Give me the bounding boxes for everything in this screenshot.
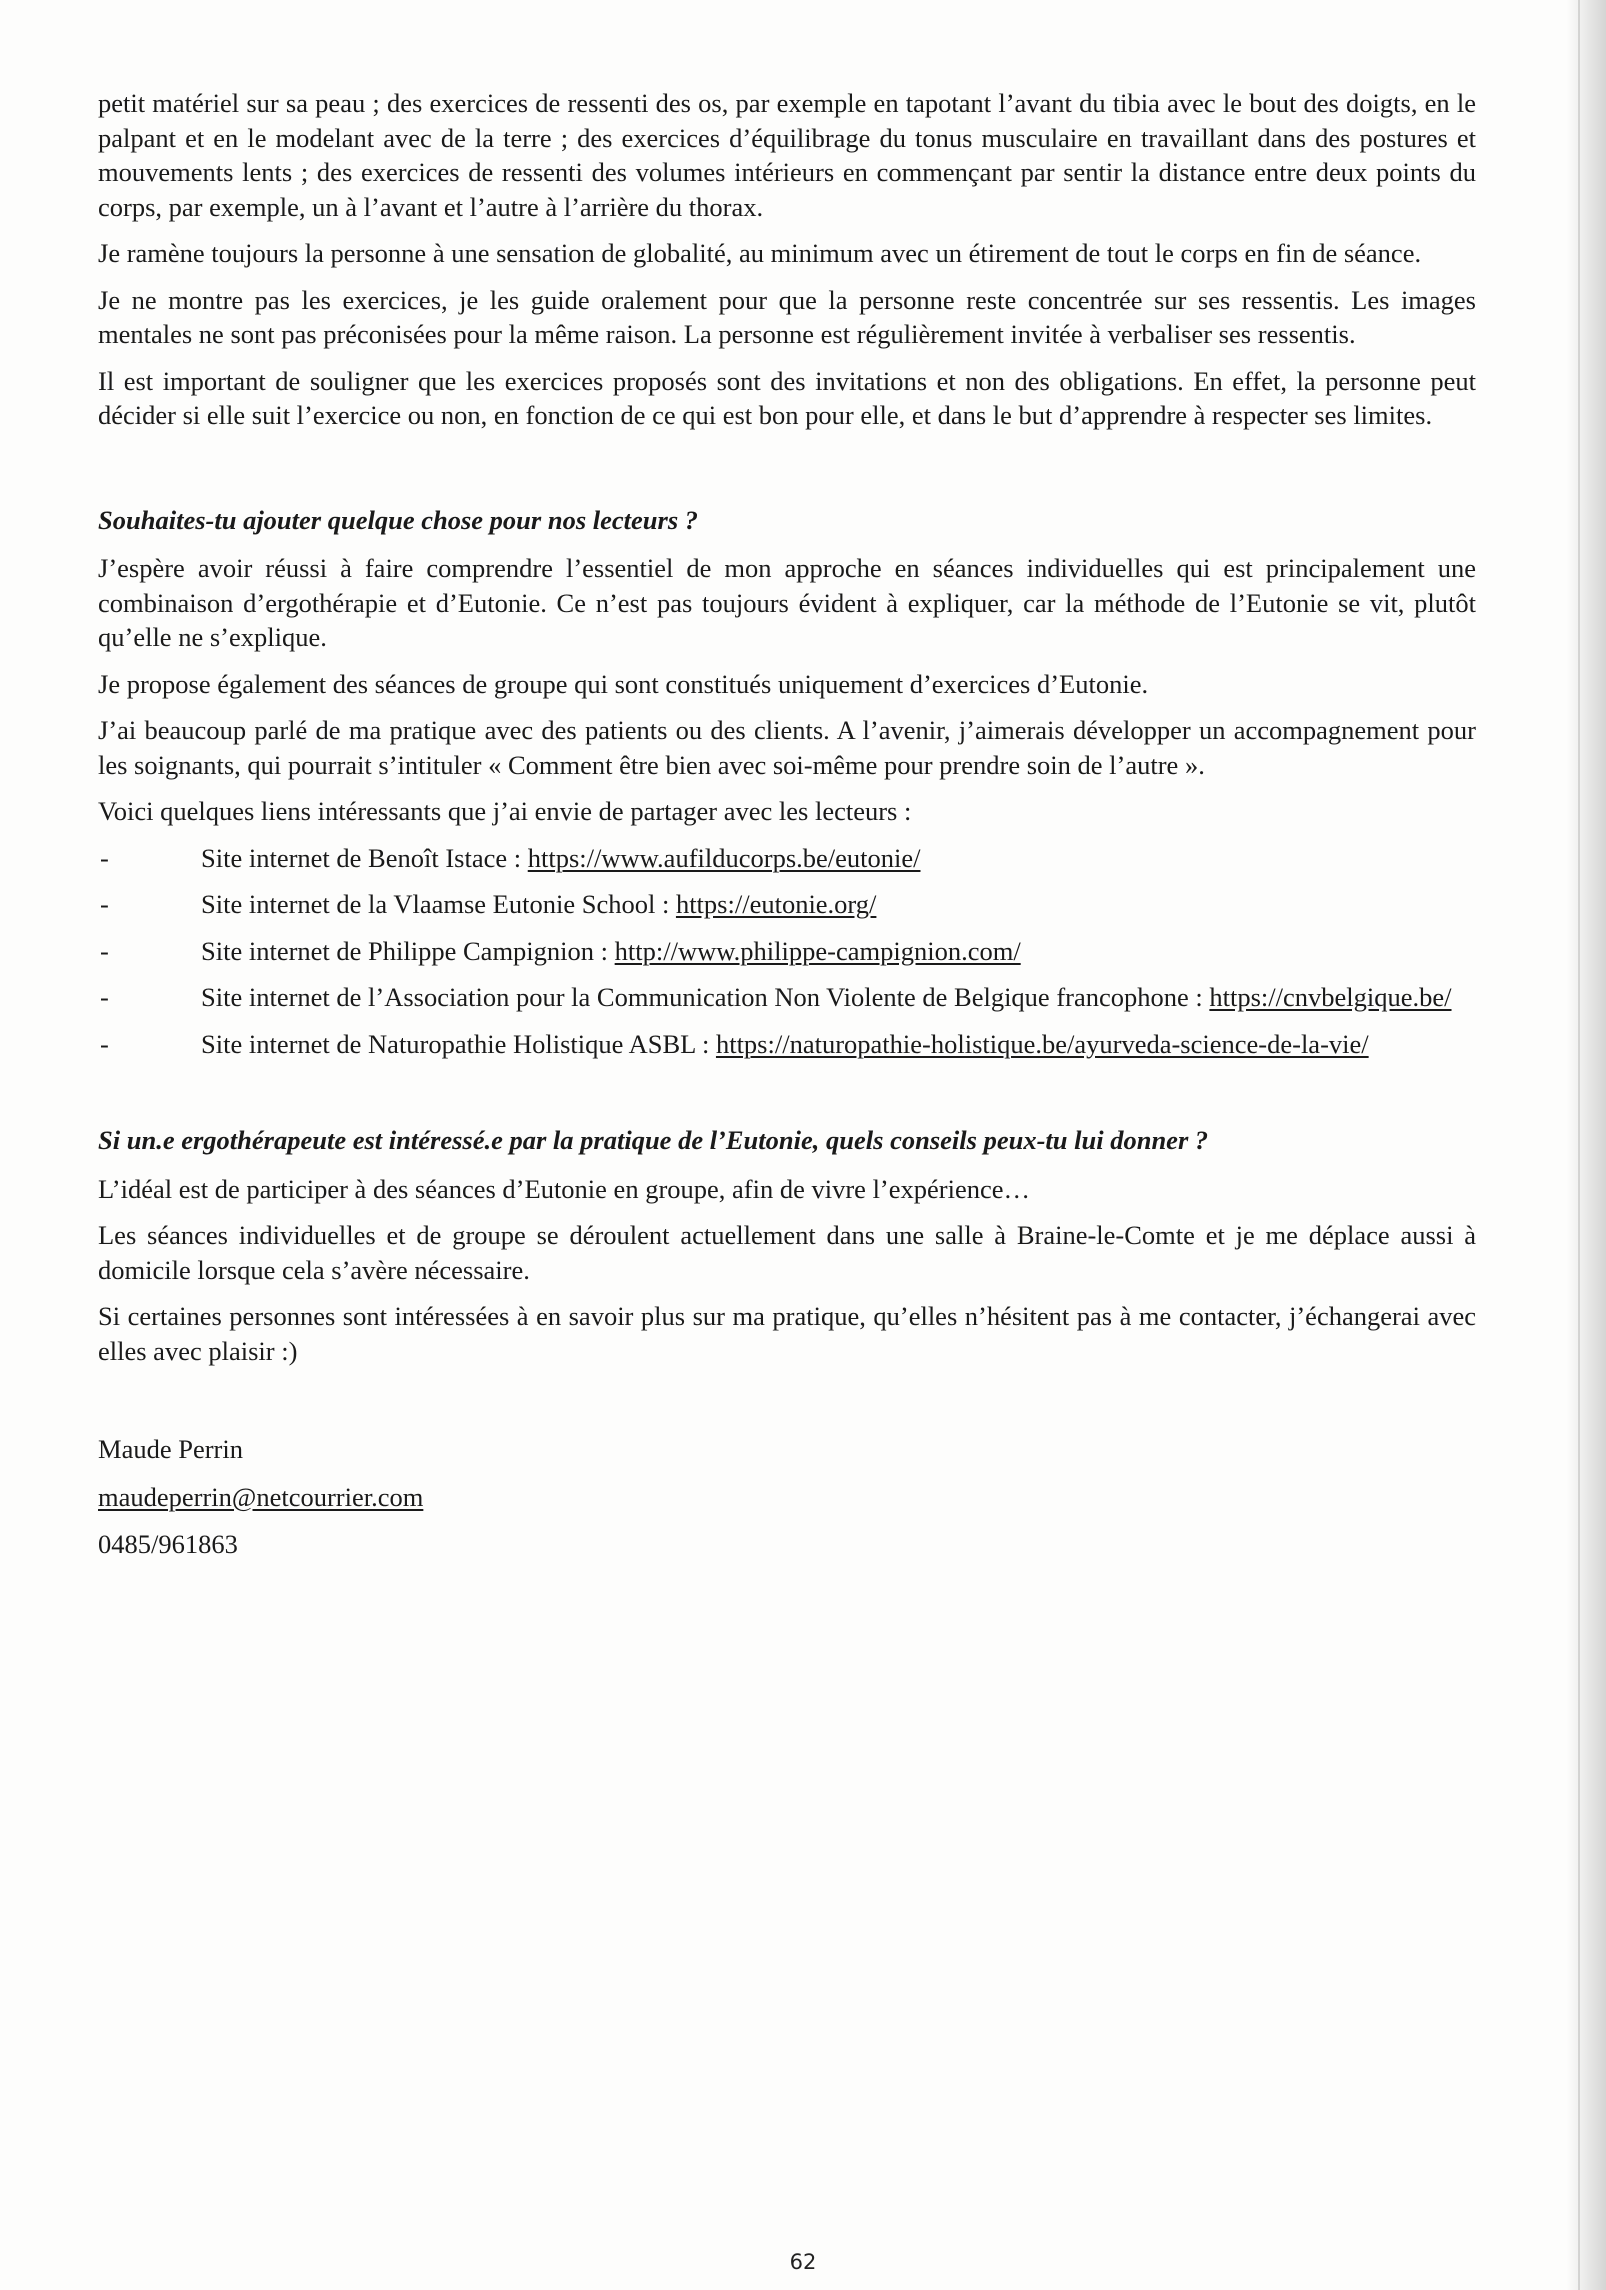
- author-email-row: [98, 1480, 1476, 1515]
- list-dash: -: [100, 935, 109, 966]
- question-heading-readers: Souhaites-tu ajouter quelque chose pour nos lecteurs ?: [98, 504, 699, 535]
- section1-paragraph-2: Je propose également des séances de groupe qui sont constitués uniquement d’exercices d’Eutonie.: [98, 668, 1149, 699]
- links-list: [98, 841, 1476, 1062]
- link-label: Site internet de l’Association pour la Communication Non Violente de Belgique francophone :: [201, 982, 1210, 1012]
- intro-paragraph-1: petit matériel sur sa peau ; des exercices de ressenti des os, par exemple en tapotant l’avant du tibia avec le bout des doigts, en le palpant et en le modelant avec de la terre ; des exercices d’équilibrage du tonus musculaire en travaillant dans des postures et mouvements lents ; des exercices de ressenti des volumes intérieurs en commençant par sentir la distance entre deux points du corps, par exemple, un à l’avant et l’autre à l’arrière du thorax.: [98, 88, 1476, 222]
- section2-paragraph-3: Si certaines personnes sont intéressées à en savoir plus sur ma pratique, qu’elles n’hésitent pas à me contacter, j’échangerai avec elles avec plaisir :): [98, 1301, 1476, 1366]
- author-phone: 0485/961863: [98, 1529, 238, 1559]
- link-naturopathie-holistique[interactable]: https://naturopathie-holistique.be/ayurveda-science-de-la-vie/: [715, 1028, 1369, 1059]
- list-item: [98, 980, 1476, 1015]
- list-dash: -: [100, 982, 109, 1012]
- section1-paragraph-1: J’espère avoir réussi à faire comprendre l’essentiel de mon approche en séances individuelles qui est principalement une combinaison d’ergothérapie et d’Eutonie. Ce n’est pas toujours évident à expliquer, car la méthode de l’Eutonie se vit, plutôt qu’elle ne s’explique.: [98, 553, 1476, 652]
- author-name: Maude Perrin: [98, 1434, 243, 1464]
- article-body: [98, 86, 1476, 1575]
- list-dash: -: [100, 889, 109, 919]
- list-item: [98, 1027, 1476, 1062]
- link-cnvbelgique[interactable]: https://cnvbelgique.be/: [1209, 982, 1452, 1012]
- section-spacer: [98, 445, 1476, 503]
- intro-paragraph-2: Je ramène toujours la personne à une sensation de globalité, au minimum avec un étirement de tout le corps en fin de séance.: [98, 238, 1422, 268]
- signature-block: [98, 1432, 1476, 1562]
- list-dash: -: [100, 1028, 109, 1059]
- intro-paragraph-3: Je ne montre pas les exercices, je les guide oralement pour que la personne reste concentrée sur ses ressentis. Les images mentales ne sont pas préconisées pour la même raison. La personne est régulièrement invitée à verbaliser ses ressentis.: [98, 284, 1476, 349]
- list-item: [98, 841, 1476, 876]
- section2-paragraph-1: L’idéal est de participer à des séances d’Eutonie en groupe, afin de vivre l’expérience…: [98, 1173, 1031, 1204]
- intro-paragraph-4: Il est important de souligner que les exercices proposés sont des invitations et non des obligations. En effet, la personne peut décider si elle suit l’exercice ou non, en fonction de ce qui est bon pour elle, et dans le but d’apprendre à respecter ses limites.: [98, 365, 1476, 430]
- section2-paragraph-2: Les séances individuelles et de groupe se déroulent actuellement dans une salle à Braine-le-Comte et je me déplace aussi à domicile lorsque cela s’avère nécessaire.: [98, 1220, 1476, 1285]
- scan-edge-shadow: [1566, 0, 1606, 2290]
- section-spacer: [98, 1073, 1476, 1123]
- link-label: Site internet de Naturopathie Holistique ASBL :: [201, 1028, 716, 1059]
- page-number: 62: [789, 2250, 817, 2274]
- author-email-link[interactable]: maudeperrin@netcourrier.com: [98, 1481, 424, 1512]
- link-philippe-campignion[interactable]: http://www.philippe-campignion.com/: [614, 935, 1021, 966]
- link-label: Site internet de la Vlaamse Eutonie School :: [201, 889, 676, 919]
- section1-paragraph-3: J’ai beaucoup parlé de ma pratique avec des patients ou des clients. A l’avenir, j’aimerais développer un accompagnement pour les soignants, qui pourrait s’intituler « Comment être bien avec soi-même pour prendre soin de l’autre ».: [98, 715, 1476, 780]
- link-label: Site internet de Benoît Istace :: [201, 842, 528, 873]
- scan-edge-line: [1578, 0, 1580, 2290]
- link-aufilducorps[interactable]: https://www.aufilducorps.be/eutonie/: [527, 842, 921, 873]
- link-label: Site internet de Philippe Campignion :: [201, 935, 615, 966]
- list-item: [98, 887, 1476, 922]
- list-dash: -: [100, 842, 109, 873]
- list-item: [98, 934, 1476, 969]
- link-eutonie-org[interactable]: https://eutonie.org/: [675, 889, 877, 919]
- section1-paragraph-4: Voici quelques liens intéressants que j’ai envie de partager avec les lecteurs :: [98, 796, 912, 826]
- question-heading-advice: Si un.e ergothérapeute est intéressé.e par la pratique de l’Eutonie, quels conseils peux-tu lui donner ?: [98, 1125, 1209, 1155]
